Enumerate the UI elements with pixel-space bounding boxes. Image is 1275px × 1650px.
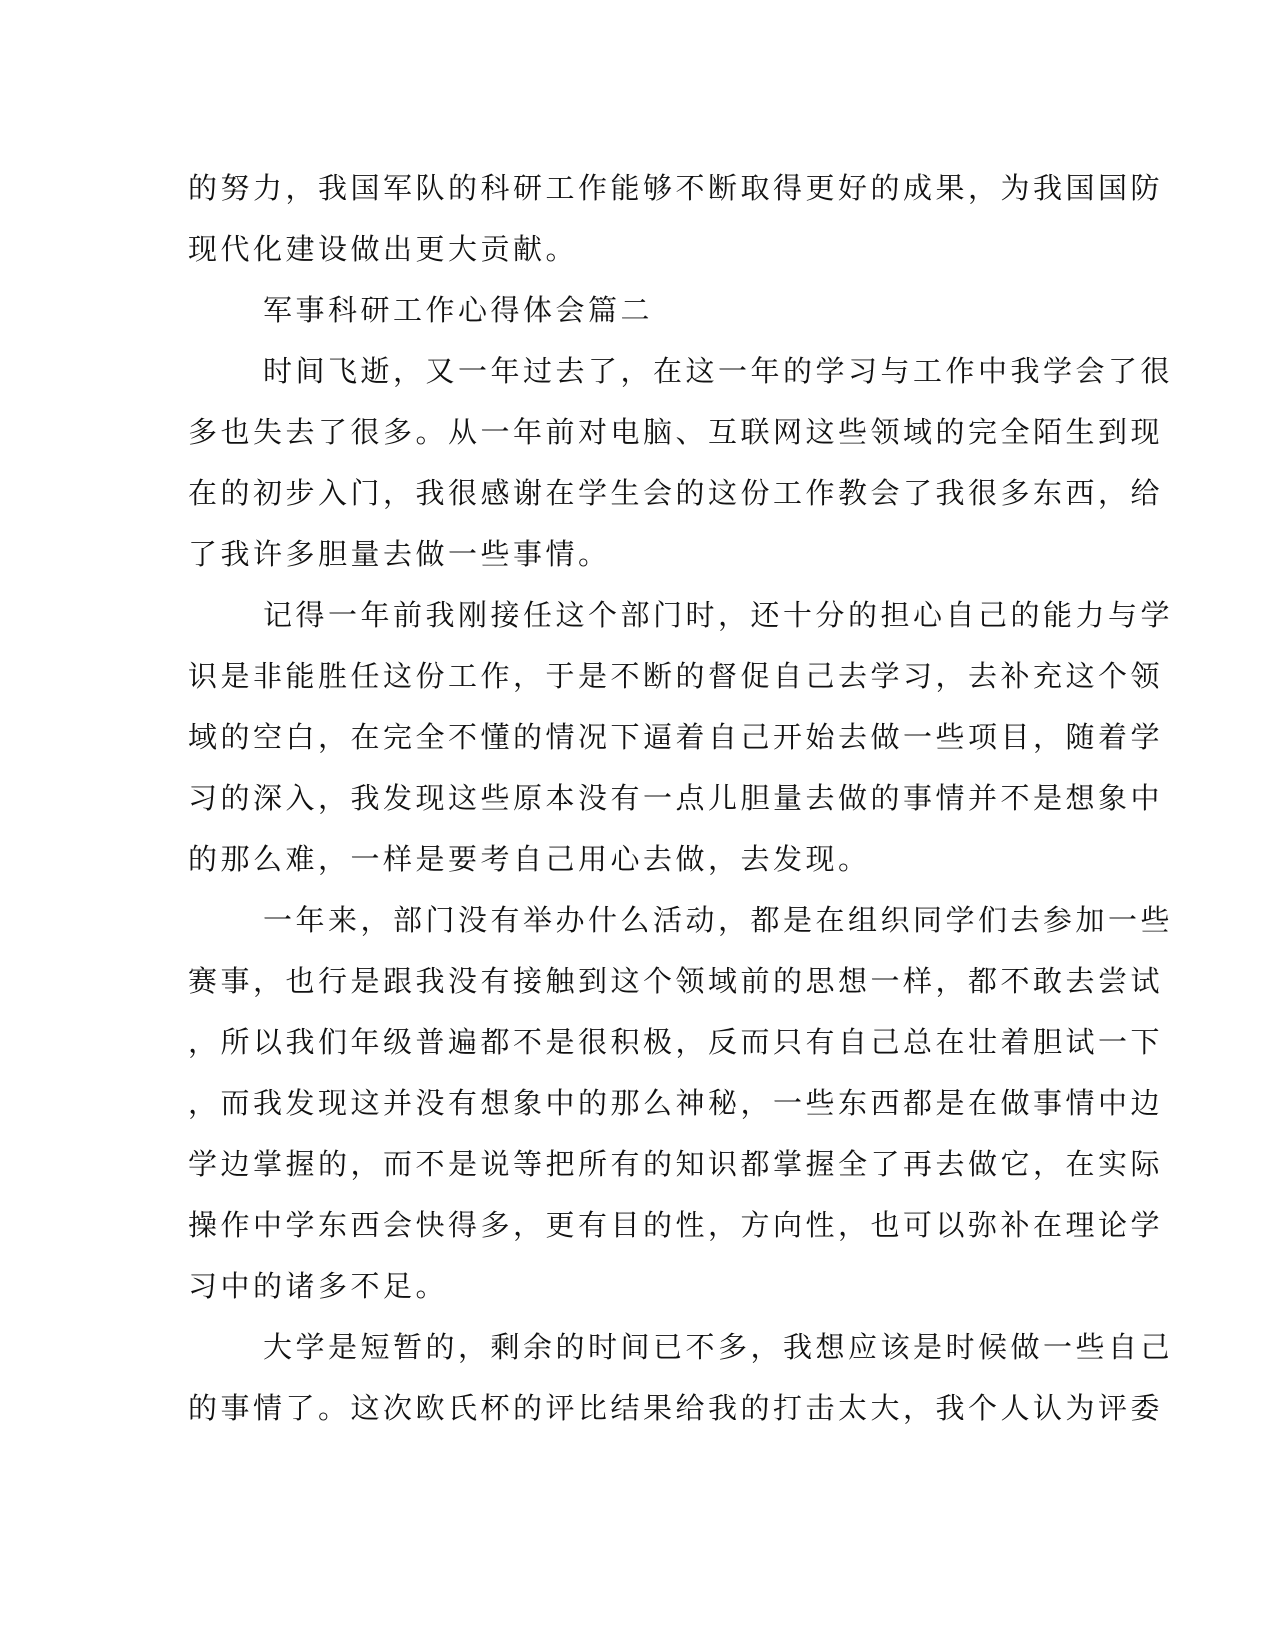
text-line: 学边掌握的，而不是说等把所有的知识都掌握全了再去做它，在实际 [188,1147,1164,1181]
section-heading: 军事科研工作心得体会篇二 [263,293,654,327]
text-line: 了我许多胆量去做一些事情。 [188,537,611,571]
text-line: ，所以我们年级普遍都不是很积极，反而只有自己总在壮着胆试一下 [188,1025,1164,1059]
text-line: 习的深入，我发现这些原本没有一点儿胆量去做的事情并不是想象中 [188,781,1164,815]
text-line: 的努力，我国军队的科研工作能够不断取得更好的成果，为我国国防 [188,171,1164,205]
document-body [188,158,1174,1439]
text-line: 识是非能胜任这份工作，于是不断的督促自己去学习，去补充这个领 [188,659,1164,693]
text-line: 的那么难，一样是要考自己用心去做，去发现。 [188,842,871,876]
text-line: 多也失去了很多。从一年前对电脑、互联网这些领域的完全陌生到现 [188,415,1164,449]
text-line: 在的初步入门，我很感谢在学生会的这份工作教会了我很多东西，给 [188,476,1164,510]
text-line: 一年来，部门没有举办什么活动，都是在组织同学们去参加一些 [263,903,1174,937]
text-line: 赛事，也行是跟我没有接触到这个领域前的思想一样，都不敢去尝试 [188,964,1164,998]
text-line: 时间飞逝，又一年过去了，在这一年的学习与工作中我学会了很 [263,354,1174,388]
text-line: 域的空白，在完全不懂的情况下逼着自己开始去做一些项目，随着学 [188,720,1164,754]
text-line: 大学是短暂的，剩余的时间已不多，我想应该是时候做一些自己 [263,1330,1174,1364]
text-line: 习中的诸多不足。 [188,1269,449,1303]
text-line: 的事情了。这次欧氏杯的评比结果给我的打击太大，我个人认为评委 [188,1391,1164,1425]
text-line: 操作中学东西会快得多，更有目的性，方向性，也可以弥补在理论学 [188,1208,1164,1242]
text-line: 记得一年前我刚接任这个部门时，还十分的担心自己的能力与学 [263,598,1174,632]
text-line: ，而我发现这并没有想象中的那么神秘，一些东西都是在做事情中边 [188,1086,1164,1120]
text-line: 现代化建设做出更大贡献。 [188,232,579,266]
